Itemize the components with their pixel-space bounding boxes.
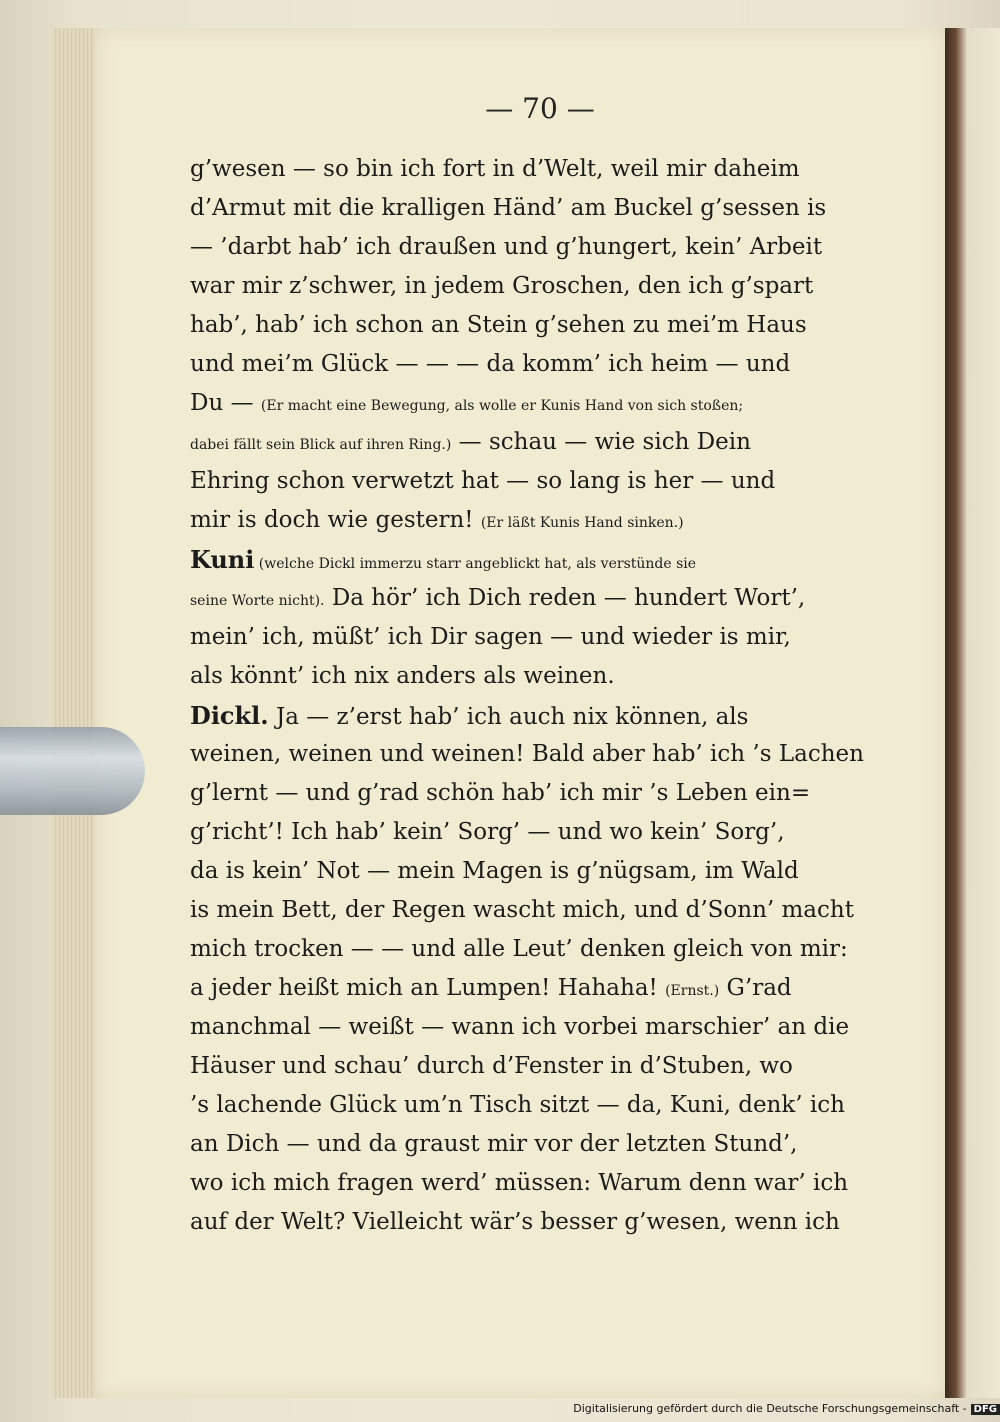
text-line xyxy=(190,969,870,1008)
line-text: d’Armut mit die kralligen Händ’ am Buckel g’sessen is xyxy=(190,195,827,221)
line-text: g’richt’! Ich hab’ kein’ Sorg’ — und wo kein’ Sorg’, xyxy=(190,819,785,845)
text-line xyxy=(190,267,870,306)
line-text: mein’ ich, müßt’ ich Dir sagen — und wieder is mir, xyxy=(190,624,791,650)
line-text: ’s lachende Glück um’n Tisch sitzt — da, Kuni, denk’ ich xyxy=(190,1092,845,1118)
stage-direction: dabei fällt sein Blick auf ihren Ring.) xyxy=(190,437,452,453)
line-text: — ’darbt hab’ ich draußen und g’hungert, kein’ Arbeit xyxy=(190,234,823,260)
text-line xyxy=(190,150,870,189)
text-line xyxy=(190,306,870,345)
line-text: Ehring schon verwetzt hat — so lang is her — und xyxy=(190,468,776,494)
page-number: — 70 — xyxy=(485,92,595,125)
line-text: mir is doch wie gestern! xyxy=(190,507,481,533)
text-line xyxy=(190,423,870,462)
line-text: hab’, hab’ ich schon an Stein g’sehen zu mei’m Haus xyxy=(190,312,807,338)
line-text: a jeder heißt mich an Lumpen! Hahaha! xyxy=(190,975,666,1001)
line-text: an Dich — und da graust mir vor der letzten Stund’, xyxy=(190,1131,798,1157)
text-line xyxy=(190,852,870,891)
text-line xyxy=(190,1203,870,1242)
line-text: Häuser und schau’ durch d’Fenster in d’Stuben, wo xyxy=(190,1053,793,1079)
text-line xyxy=(190,1125,870,1164)
text-line xyxy=(190,579,870,618)
text-line xyxy=(190,540,870,579)
text-line xyxy=(190,1086,870,1125)
stage-direction: (Er macht eine Bewegung, als wolle er Kunis Hand von sich stoßen; xyxy=(260,398,744,414)
speaker-name: Kuni xyxy=(190,545,255,574)
text-line xyxy=(190,345,870,384)
line-text: und mei’m Glück — — — da komm’ ich heim — und xyxy=(190,351,791,377)
text-line xyxy=(190,774,870,813)
text-line xyxy=(190,930,870,969)
line-text: g’wesen — so bin ich fort in d’Welt, weil mir daheim xyxy=(190,156,800,182)
text-line xyxy=(190,618,870,657)
digitization-credit xyxy=(560,1402,1000,1415)
line-text: g’lernt — und g’rad schön hab’ ich mir ’s Leben ein= xyxy=(190,780,811,806)
speaker-name: Dickl. xyxy=(190,701,269,730)
text-line xyxy=(190,735,870,774)
line-text: Du — xyxy=(190,390,261,416)
page-text xyxy=(190,150,870,1242)
text-line xyxy=(190,1008,870,1047)
text-line xyxy=(190,462,870,501)
line-text: als könnt’ ich nix anders als weinen. xyxy=(190,663,615,689)
text-line xyxy=(190,891,870,930)
line-text: da is kein’ Not — mein Magen is g’nügsam, im Wald xyxy=(190,858,799,884)
line-text: Da hör’ ich Dich reden — hundert Wort’, xyxy=(324,585,806,611)
stage-direction: (Ernst.) xyxy=(665,983,720,999)
stage-direction: seine Worte nicht). xyxy=(190,593,325,609)
text-line xyxy=(190,813,870,852)
text-line xyxy=(190,1164,870,1203)
line-text: is mein Bett, der Regen wascht mich, und d’Sonn’ macht xyxy=(190,897,854,923)
line-text: Ja — z’erst hab’ ich auch nix können, als xyxy=(268,704,749,730)
line-text: — schau — wie sich Dein xyxy=(451,429,751,455)
text-line xyxy=(190,696,870,735)
line-text: auf der Welt? Vielleicht wär’s besser g’wesen, wenn ich xyxy=(190,1209,840,1235)
text-line xyxy=(190,228,870,267)
text-line xyxy=(190,189,870,228)
next-page-edge xyxy=(945,28,1000,1398)
text-line xyxy=(190,657,870,696)
line-text: mich trocken — — und alle Leut’ denken gleich von mir: xyxy=(190,936,848,962)
dfg-logo: DFG xyxy=(971,1404,1000,1415)
stage-direction: (Er läßt Kunis Hand sinken.) xyxy=(480,515,684,531)
text-line xyxy=(190,384,870,423)
line-text: G’rad xyxy=(719,975,792,1001)
stage-direction: (welche Dickl immerzu starr angeblickt hat, als verstünde sie xyxy=(254,556,697,572)
credit-text: Digitalisierung gefördert durch die Deutsche Forschungsgemeinschaft - xyxy=(573,1402,967,1415)
line-text: weinen, weinen und weinen! Bald aber hab’ ich ’s Lachen xyxy=(190,741,864,767)
line-text: war mir z’schwer, in jedem Groschen, den ich g’spart xyxy=(190,273,814,299)
line-text: manchmal — weißt — wann ich vorbei marschier’ an die xyxy=(190,1014,850,1040)
text-line xyxy=(190,1047,870,1086)
text-line xyxy=(190,501,870,540)
bookmark-clip xyxy=(0,727,145,815)
line-text: wo ich mich fragen werd’ müssen: Warum denn war’ ich xyxy=(190,1170,849,1196)
